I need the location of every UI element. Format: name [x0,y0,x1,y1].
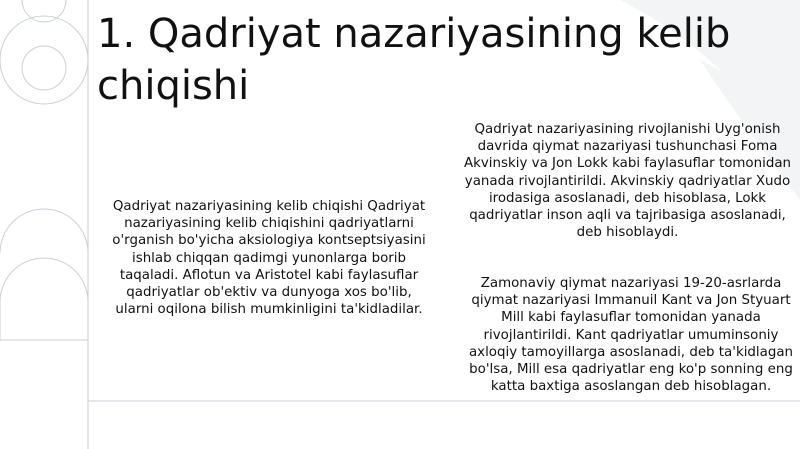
circle-outline-large [0,16,88,104]
arch-outline [0,258,88,340]
paragraph-development: Qadriyat nazariyasining rivojlanishi Uyg'onish davrida qiymat nazariyasi tushunchasi Foma Akvinskiy va Jon Lokk kabi faylasuflar tomonidan yanada rivojlantirildi. Akvinskiy qadriyatlar Xudo irodasiga asoslanadi, deb hisoblasa, Lokk qadriyatlar inson aqli va tajribasiga asoslanadi, deb hisoblaydi. [463,122,792,241]
circle-outline-small [22,46,66,90]
page-title: 1. Qadriyat nazariyasining kelib chiqishi [97,11,731,109]
paragraph-modern-theory: Zamonaviy qiymat nazariyasi 19-20-asrlarda qiymat nazariyasi Immanuil Kant va Jon Styuart Mill kabi faylasuflar tomonidan yanada rivojlantirildi. Kant qadriyatlar umuminsoniy axloqiy tamoyillarga asoslanadi, deb ta'kidlagan bo'lsa, Mill esa qadriyatlar eng ko'p sonning eng katta baxtiga asoslangan deb hisoblagan. [468,276,794,395]
arch-outline [0,209,88,253]
paragraph-origin: Qadriyat nazariyasining kelib chiqishi Qadriyat nazariyasining kelib chiqishini qadriyatlarni o'rganish bo'yicha aksiologiya kontseptsiyasini ishlab chiqqan qadimgi yunonlarga borib taqaladi. Aflotun va Aristotel kabi faylasuflar qadriyatlar ob'ektiv va dunyoga xos bo'lib, ularni oqilona bilish mumkinligini ta'kidladilar. [112,199,426,318]
